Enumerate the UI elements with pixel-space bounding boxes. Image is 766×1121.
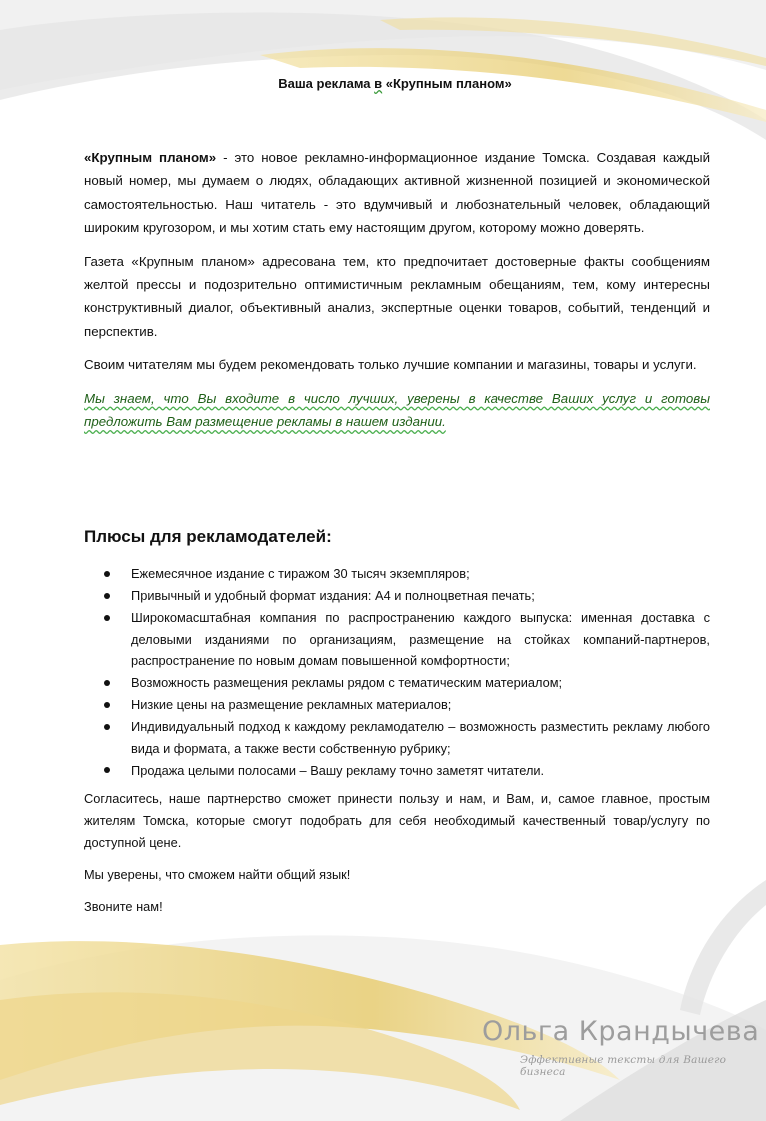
benefits-list xyxy=(84,563,710,782)
intro-paragraph-3: Своим читателям мы будем рекомендовать только лучшие компании и магазины, товары и услуги. xyxy=(84,357,697,373)
list-item: Ежемесячное издание с тиражом 30 тысяч экземпляров; xyxy=(84,563,710,585)
author-signature-name: Ольга Крандычева xyxy=(482,1016,760,1047)
intro-section xyxy=(84,146,710,443)
author-tagline: Эффективные тексты для Вашего бизнеса xyxy=(520,1054,727,1078)
closing-section xyxy=(84,788,710,928)
intro-paragraph-1 xyxy=(84,146,710,240)
list-item: Индивидуальный подход к каждому рекламодателю – возможность разместить рекламу любого вида и формата, а также вести собственную рубрику; xyxy=(84,716,710,759)
italic-offer-text: Мы знаем, что Вы входите в число лучших, уверены в качестве Ваших услуг и готовы предложить Вам размещение рекламы в нашем издании. xyxy=(84,390,710,430)
bullet-icon xyxy=(104,702,110,708)
bullet-icon xyxy=(104,767,110,773)
title-prefix: Ваша реклама xyxy=(278,76,375,91)
list-item: Низкие цены на размещение рекламных материалов; xyxy=(84,694,710,716)
intro-paragraph-4 xyxy=(84,387,710,434)
publication-name: «Крупным планом» xyxy=(84,150,217,165)
closing-paragraph-3: Звоните нам! xyxy=(84,899,163,914)
title-suffix: «Крупным планом» xyxy=(382,76,512,91)
intro-paragraph-1-text: - это новое рекламно-информационное издание Томска. Создавая каждый новый номер, мы думаем о людях, обладающих активной жизненной позицией и экономической самостоятельностью. Наш читатель - это вдумчивый и любознательный человек, обладающий широким кругозором, и мы хотим стать ему настоящим другом, которому можно доверять. xyxy=(84,150,711,236)
list-item: Привычный и удобный формат издания: А4 и полноцветная печать; xyxy=(84,585,710,607)
bullet-icon xyxy=(104,680,110,686)
bullet-icon xyxy=(104,593,110,599)
bullet-icon xyxy=(104,724,110,730)
list-item: Продажа целыми полосами – Вашу рекламу точно заметят читатели. xyxy=(84,760,710,782)
bullet-icon xyxy=(104,571,110,577)
closing-paragraph-2: Мы уверены, что сможем найти общий язык! xyxy=(84,867,351,882)
title-underlined-word: в xyxy=(374,76,383,91)
bullet-icon xyxy=(104,615,110,621)
intro-paragraph-2: Газета «Крупным планом» адресована тем, кто предпочитает достоверные факты сообщениям желтой прессы и подозрительно оптимистичным рекламным обещаниям, тем, кому интересны конструктивный диалог, объективный анализ, экспертные оценки товаров, событий, тенденций и перспектив. xyxy=(84,253,710,339)
list-item: Возможность размещения рекламы рядом с тематическим материалом; xyxy=(84,672,710,694)
closing-paragraph-1: Согласитесь, наше партнерство сможет принести пользу и нам, и Вам, и, самое главное, простым жителям Томска, которые смогут подобрать для себя необходимый качественный товар/услугу по доступной цене. xyxy=(84,791,710,850)
list-item: Широкомасштабная компания по распространению каждого выпуска: именная доставка с деловыми изданиями по организациям, размещение на стойках компаний-партнеров, распространение по новым домам повышенной комфортности; xyxy=(84,607,710,672)
benefits-heading: Плюсы для рекламодателей: xyxy=(84,527,332,546)
page-title xyxy=(0,76,766,91)
